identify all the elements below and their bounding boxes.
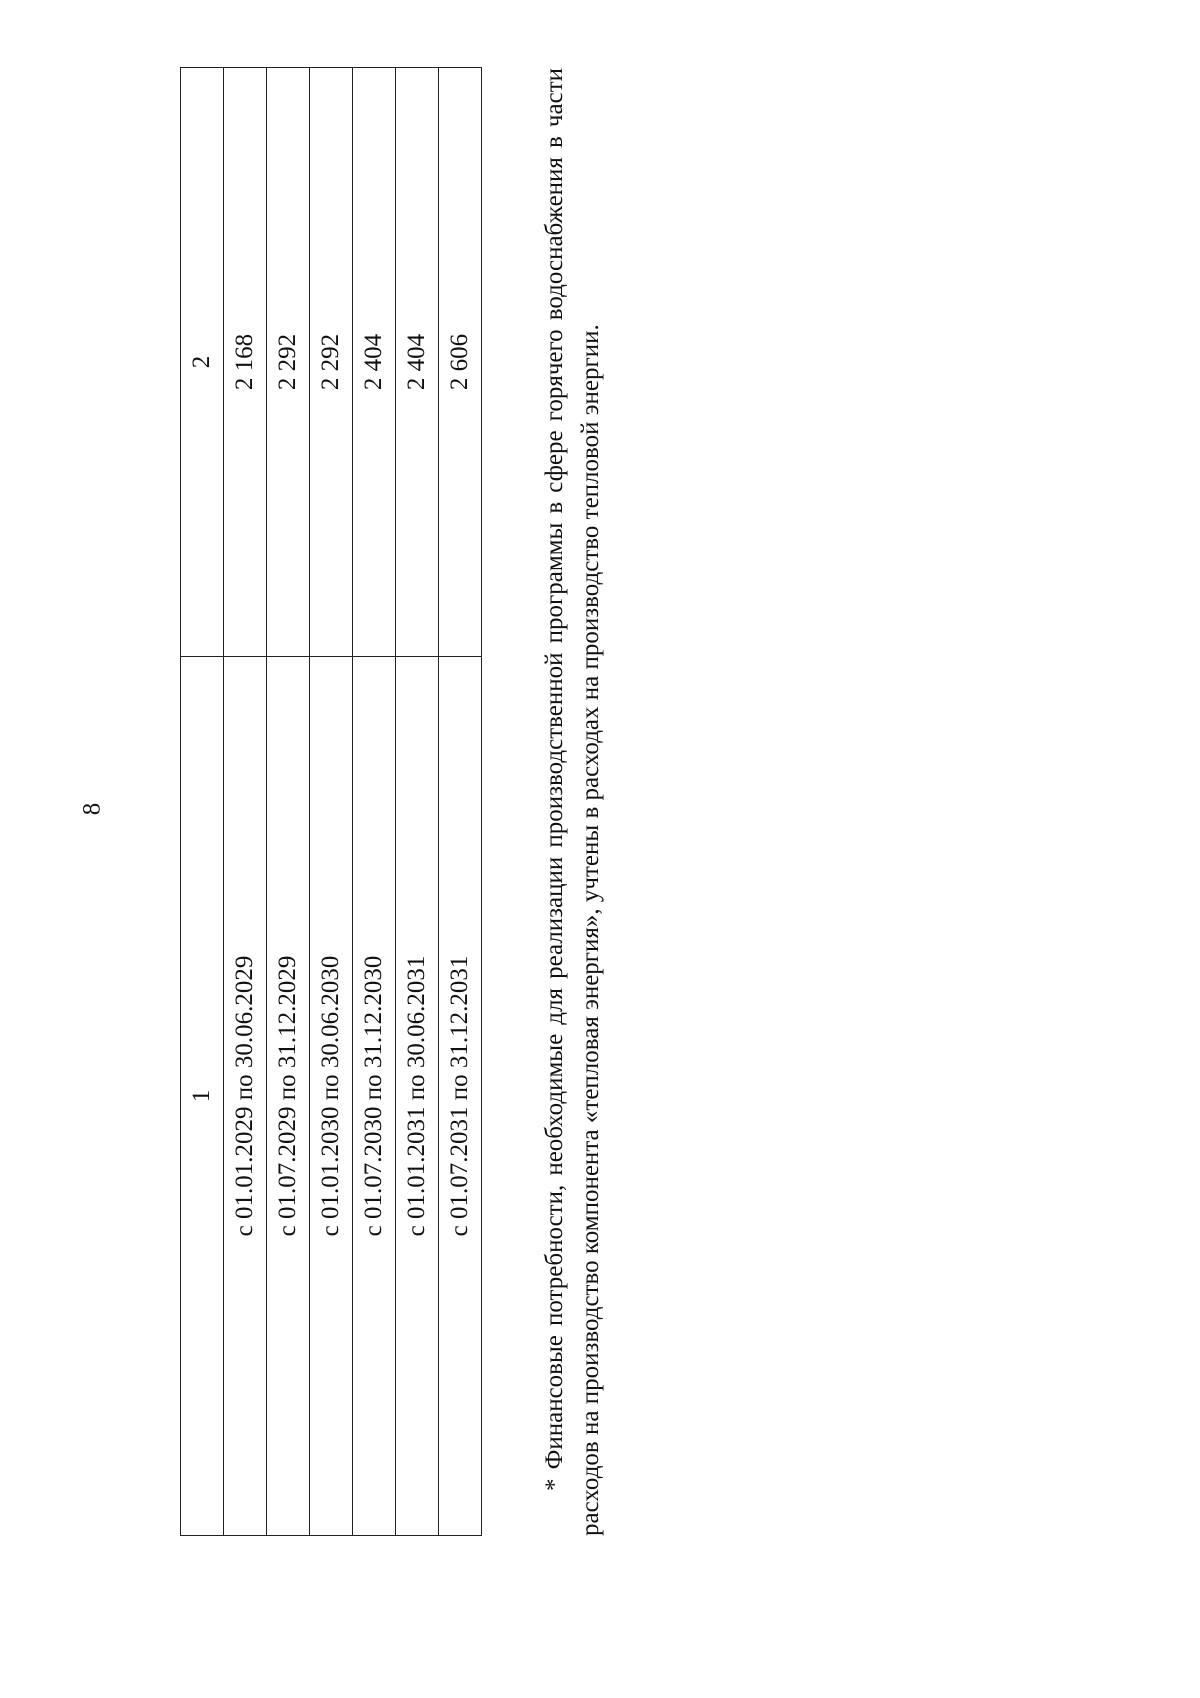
value-cell: 2 404 [396, 68, 439, 657]
value-cell: 2 292 [267, 68, 310, 657]
table-row [310, 68, 353, 1536]
period-cell: с 01.01.2031 по 30.06.2031 [396, 657, 439, 1536]
value-cell: 2 292 [310, 68, 353, 657]
period-cell: с 01.01.2029 по 30.06.2029 [224, 657, 267, 1536]
column-header-1: 1 [181, 657, 224, 1536]
value-cell: 2 168 [224, 68, 267, 657]
table-row [224, 68, 267, 1536]
column-header-2: 2 [181, 68, 224, 657]
tariff-table [180, 67, 482, 1536]
period-cell: с 01.07.2030 по 31.12.2030 [353, 657, 396, 1536]
table-row [353, 68, 396, 1536]
period-cell: с 01.01.2030 по 30.06.2030 [310, 657, 353, 1536]
table-row [439, 68, 482, 1536]
value-cell: 2 606 [439, 68, 482, 657]
period-cell: с 01.07.2031 по 31.12.2031 [439, 657, 482, 1536]
footnote: * Финансовые потребности, необходимые для реализации производственной программы в сфере горячего водоснабжения в части расходов на производство компонента «тепловая энергия», учтены в расходах на производство тепловой энергии. [541, 68, 604, 1536]
table-row [267, 68, 310, 1536]
table-row [396, 68, 439, 1536]
table-header-row [181, 68, 224, 1536]
value-cell: 2 404 [353, 68, 396, 657]
period-cell: с 01.07.2029 по 31.12.2029 [267, 657, 310, 1536]
page-number: 8 [78, 802, 106, 816]
rotated-content [180, 68, 640, 1536]
